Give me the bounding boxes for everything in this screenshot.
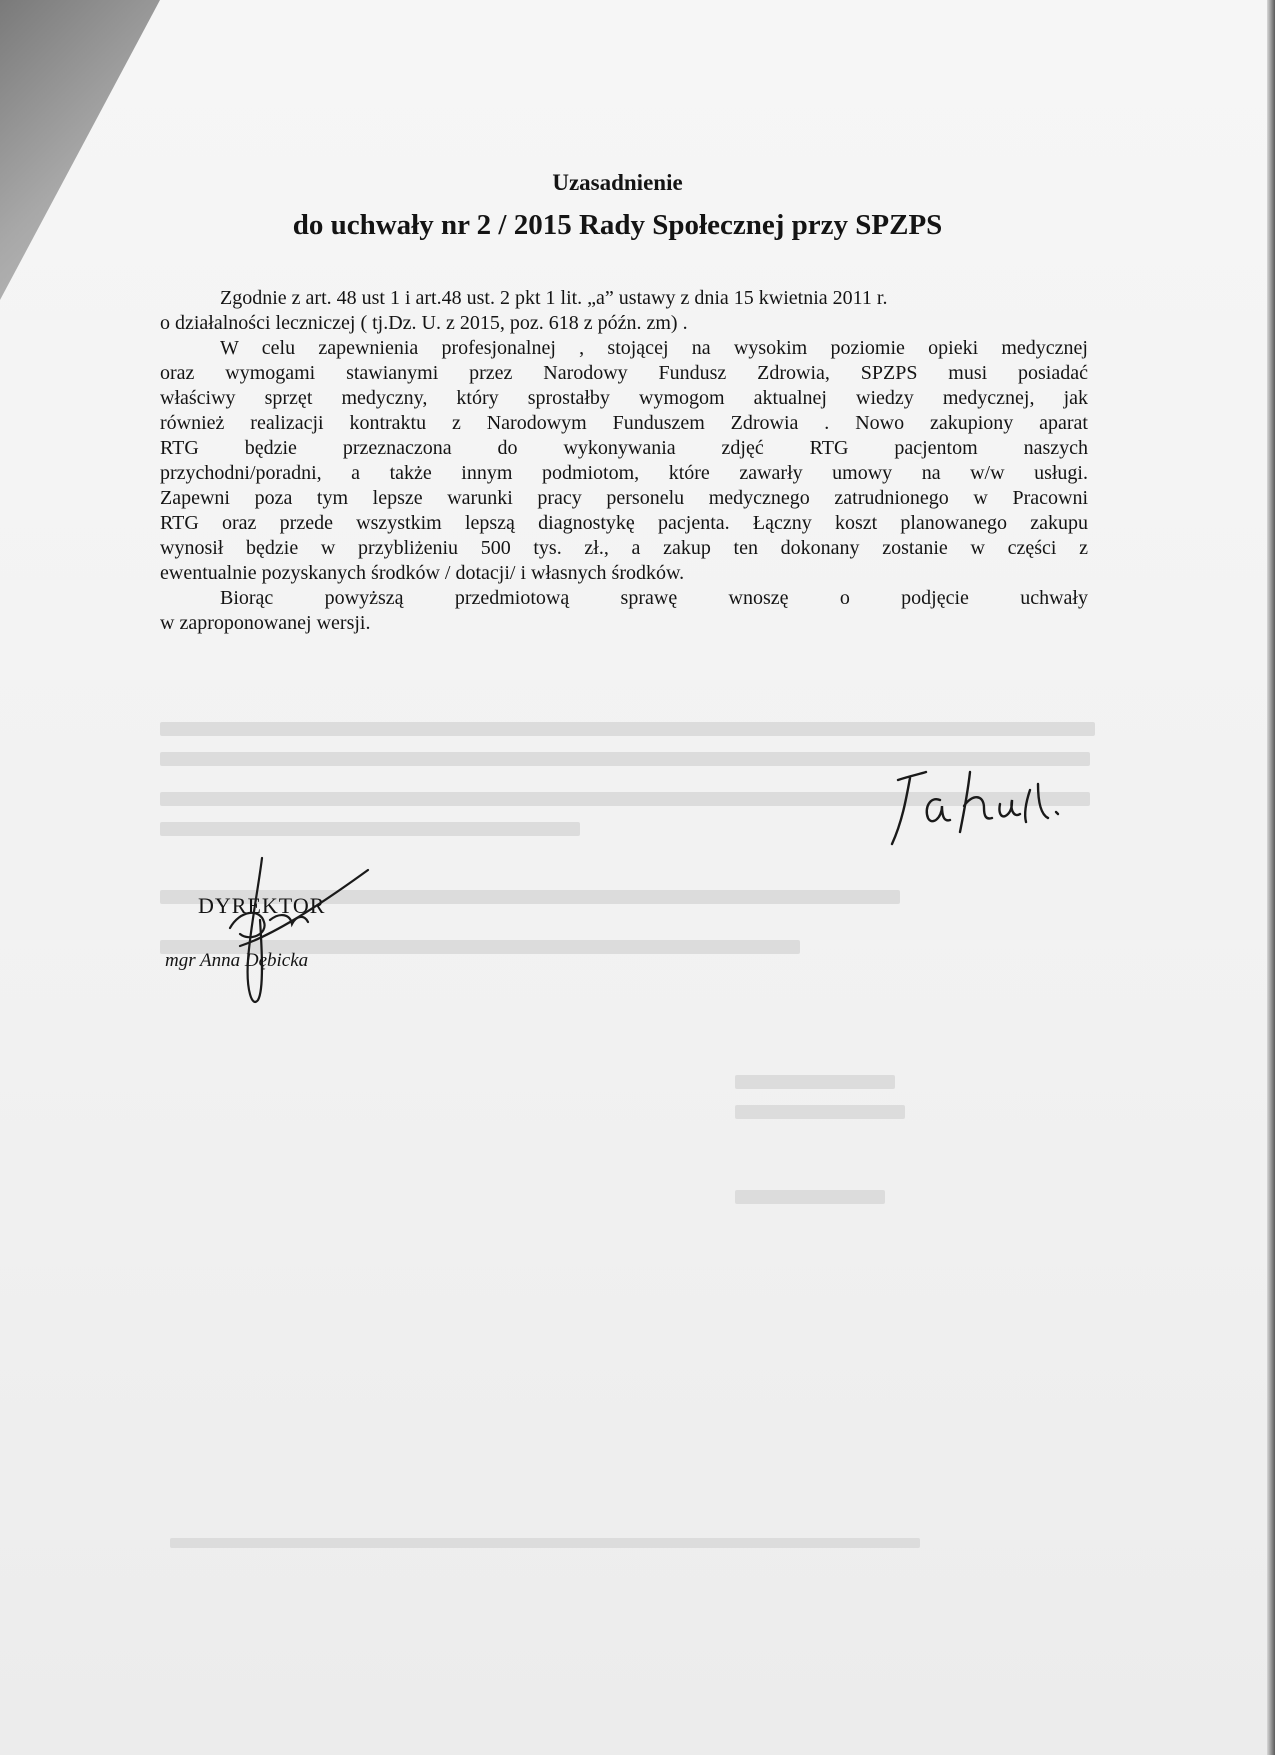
document-body bbox=[160, 286, 1088, 636]
bleed-through bbox=[735, 1075, 895, 1089]
paragraph-line: W celu zapewnienia profesjonalnej , stojącej na wysokim poziomie opieki medycznej bbox=[220, 337, 1088, 359]
bleed-through bbox=[735, 1190, 885, 1204]
paragraph-line: przychodni/poradni, a także innym podmiotom, które zawarły umowy na w/w usługi. bbox=[160, 462, 1088, 484]
bleed-through bbox=[160, 822, 580, 836]
signatory-title: DYREKTOR bbox=[198, 893, 326, 918]
handwritten-signature bbox=[880, 760, 1080, 850]
paragraph-line: wynosił będzie w przybliżeniu 500 tys. zł., a zakup ten dokonany zostanie w części z bbox=[160, 537, 1088, 559]
director-signature bbox=[200, 850, 380, 1010]
signatory-name: mgr Anna Dębicka bbox=[165, 950, 309, 971]
paragraph-justification bbox=[160, 336, 1088, 586]
paragraph-line: również realizacji kontraktu z Narodowym Funduszem Zdrowia . Nowo zakupiony aparat bbox=[160, 412, 1088, 434]
paragraph-line: o działalności leczniczej ( tj.Dz. U. z 2015, poz. 618 z późn. zm) . bbox=[160, 312, 688, 334]
paragraph-line: w zaproponowanej wersji. bbox=[160, 612, 371, 634]
paragraph-line: RTG oraz przede wszystkim lepszą diagnostykę pacjenta. Łączny koszt planowanego zakupu bbox=[160, 512, 1088, 534]
bleed-through bbox=[170, 1538, 920, 1548]
paragraph-line: oraz wymogami stawianymi przez Narodowy Fundusz Zdrowia, SPZPS musi posiadać bbox=[160, 362, 1088, 384]
bleed-through bbox=[160, 722, 1095, 736]
paragraph-request bbox=[160, 586, 1088, 636]
paragraph-line: ewentualnie pozyskanych środków / dotacji/ i własnych środków. bbox=[160, 562, 685, 584]
paragraph-line: Zgodnie z art. 48 ust 1 i art.48 ust. 2 pkt 1 lit. „a” ustawy z dnia 15 kwietnia 2011 r. bbox=[220, 287, 888, 309]
scan-edge bbox=[1267, 0, 1275, 1755]
paragraph-line: RTG będzie przeznaczona do wykonywania zdjęć RTG pacjentom naszych bbox=[160, 437, 1088, 459]
paragraph-legal-basis bbox=[160, 286, 1088, 336]
document-heading: Uzasadnienie bbox=[552, 170, 683, 195]
folded-corner bbox=[0, 0, 250, 300]
paragraph-line: Zapewni poza tym lepsze warunki pracy personelu medycznego zatrudnionego w Pracowni bbox=[160, 487, 1088, 509]
paragraph-line: Biorąc powyższą przedmiotową sprawę wnoszę o podjęcie uchwały bbox=[220, 587, 1088, 609]
bleed-through bbox=[735, 1105, 905, 1119]
paragraph-line: właściwy sprzęt medyczny, który sprostałby wymogom aktualnej wiedzy medycznej, jak bbox=[160, 387, 1088, 409]
document-subheading: do uchwały nr 2 / 2015 Rady Społecznej przy SPZPS bbox=[292, 209, 943, 241]
